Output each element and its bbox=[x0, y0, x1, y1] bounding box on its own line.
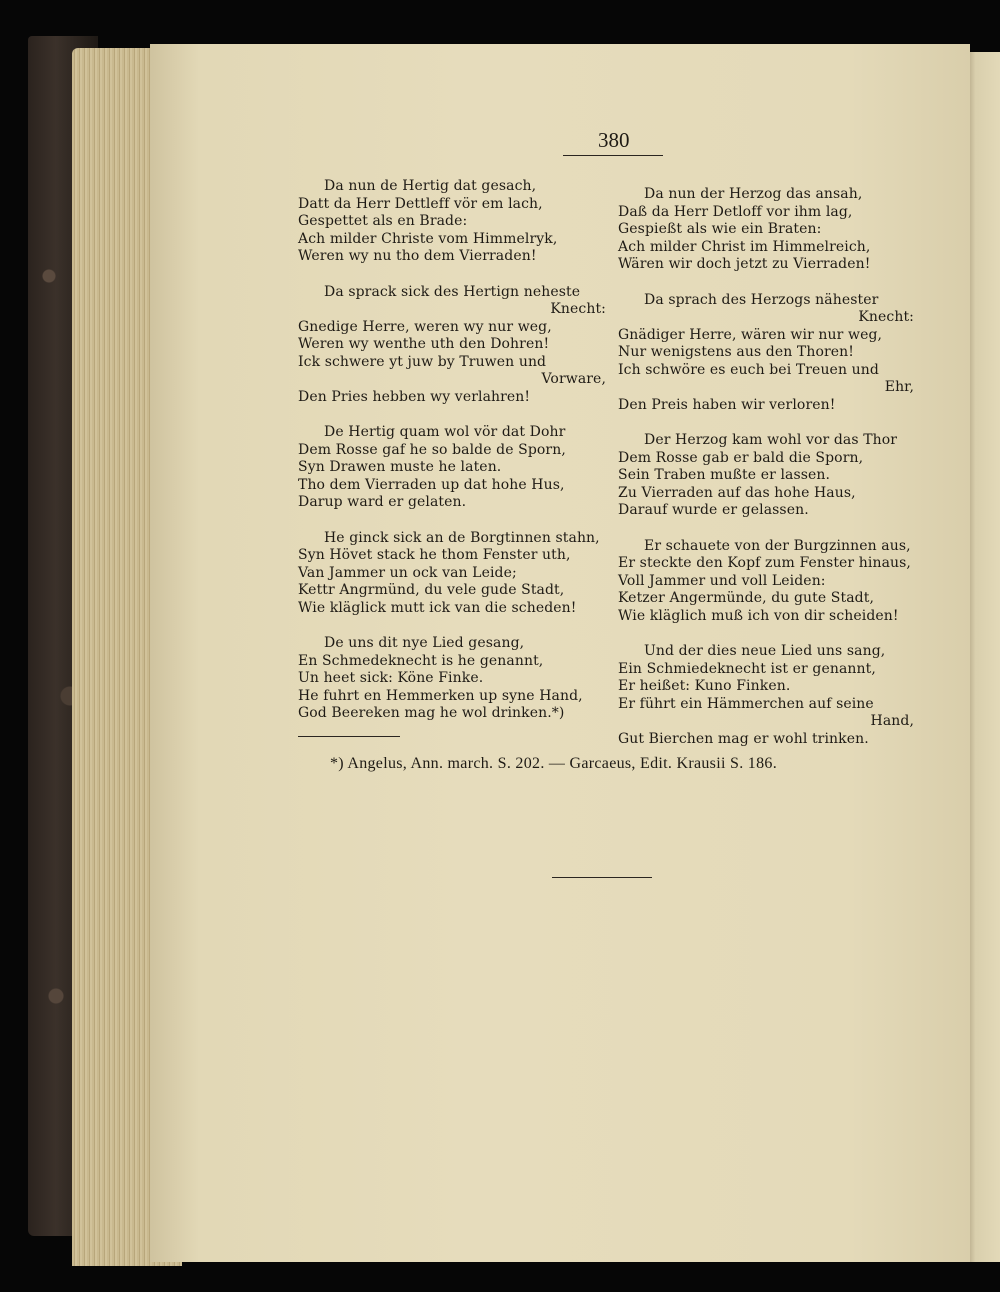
page-number: 380 bbox=[598, 128, 630, 152]
verse-line: Er schauete von der Burgzinnen aus, bbox=[644, 537, 911, 554]
verse-line: Gut Bierchen mag er wohl trinken. bbox=[618, 730, 869, 747]
stanza bbox=[298, 424, 606, 512]
verse-line: Vorware, bbox=[541, 371, 606, 387]
verse-line: Knecht: bbox=[550, 301, 606, 317]
verse-line: Da nun der Herzog das ansah, bbox=[644, 186, 863, 202]
verse-line: Datt da Herr Dettleff vör em lach, bbox=[298, 195, 543, 212]
verse-line: Voll Jammer und voll Leiden: bbox=[618, 572, 826, 589]
verse-line: Darauf wurde er gelassen. bbox=[618, 502, 809, 518]
verse-line: Weren wy nu tho dem Vierraden! bbox=[298, 248, 537, 264]
verse-line: Dem Rosse gaf he so balde de Sporn, bbox=[298, 441, 566, 458]
verse-line: Syn Hövet stack he thom Fenster uth, bbox=[298, 547, 571, 563]
stanza bbox=[298, 635, 606, 723]
verse-line: Da nun de Hertig dat gesach, bbox=[324, 178, 537, 194]
verse-line: Knecht: bbox=[858, 309, 914, 325]
verse-line: Dem Rosse gab er bald die Sporn, bbox=[618, 449, 864, 466]
verse-line: Daß da Herr Detloff vor ihm lag, bbox=[618, 203, 853, 220]
verse-line: Ick schwere yt juw by Truwen und bbox=[298, 353, 547, 370]
verse-line: Un heet sick: Köne Finke. bbox=[298, 670, 484, 686]
verse-line: Ach milder Christe vom Himmelryk, bbox=[298, 230, 558, 247]
stanza bbox=[298, 178, 606, 266]
verse-line: Den Pries hebben wy verlahren! bbox=[298, 388, 531, 405]
verse-line: Ich schwöre es euch bei Treuen und bbox=[618, 361, 879, 378]
verse-line: He ginck sick an de Borgtinnen stahn, bbox=[324, 529, 600, 546]
verse-line: Hand, bbox=[870, 713, 914, 729]
verse-line: Ach milder Christ im Himmelreich, bbox=[618, 238, 871, 255]
verse-line: De Hertig quam wol vör dat Dohr bbox=[324, 424, 566, 440]
verse-line: Der Herzog kam wohl vor das Thor bbox=[644, 432, 898, 448]
stanza bbox=[298, 530, 606, 618]
verse-line: En Schmedeknecht is he genannt, bbox=[298, 652, 544, 669]
verse-line: Kettr Angrmünd, du vele gude Stadt, bbox=[298, 582, 565, 598]
verse-line: Van Jammer un ock van Leide; bbox=[298, 564, 517, 581]
verse-line: Er heißet: Kuno Finken. bbox=[618, 678, 791, 694]
verse-line: Nur wenigstens aus den Thoren! bbox=[618, 344, 854, 360]
verse-line: Gespießt als wie ein Braten: bbox=[618, 221, 822, 237]
verse-line: De uns dit nye Lied gesang, bbox=[324, 635, 525, 651]
left-column-low-german bbox=[298, 178, 606, 741]
verse-line: Sein Traben mußte er lassen. bbox=[618, 467, 831, 483]
stanza bbox=[298, 284, 606, 407]
verse-line: Ein Schmiedeknecht ist er genannt, bbox=[618, 660, 876, 677]
header-rule bbox=[563, 155, 663, 156]
verse-line: Zu Vierraden auf das hohe Haus, bbox=[618, 484, 856, 501]
verse-line: Gnädiger Herre, wären wir nur weg, bbox=[618, 326, 883, 343]
stanza bbox=[618, 643, 914, 748]
verse-line: Da sprach des Herzogs nähester bbox=[644, 291, 879, 308]
right-column-high-german bbox=[618, 186, 914, 766]
verse-line: Den Preis haben wir verloren! bbox=[618, 396, 836, 413]
stanza bbox=[618, 538, 914, 626]
footnote: *) Angelus, Ann. march. S. 202. — Garcaeus, Edit. Krausii S. 186. bbox=[330, 755, 777, 772]
verse-line: Weren wy wenthe uth den Dohren! bbox=[298, 336, 550, 352]
verse-line: Er steckte den Kopf zum Fenster hinaus, bbox=[618, 555, 911, 571]
verse-line: Darup ward er gelaten. bbox=[298, 494, 467, 510]
footnote-rule bbox=[298, 736, 400, 737]
verse-line: Gnedige Herre, weren wy nur weg, bbox=[298, 318, 552, 335]
verse-line: Wie kläglick mutt ick van die scheden! bbox=[298, 599, 577, 616]
verse-line: God Beereken mag he wol drinken.*) bbox=[298, 705, 565, 721]
verse-line: Er führt ein Hämmerchen auf seine bbox=[618, 695, 874, 712]
verse-line: Wären wir doch jetzt zu Vierraden! bbox=[618, 256, 871, 272]
verse-line: Wie kläglich muß ich von dir scheiden! bbox=[618, 607, 899, 624]
verse-line: Ehr, bbox=[884, 379, 914, 395]
verse-line: Tho dem Vierraden up dat hohe Hus, bbox=[298, 476, 565, 493]
verse-line: Da sprack sick des Hertign neheste bbox=[324, 283, 581, 300]
stanza bbox=[618, 186, 914, 274]
stanza bbox=[618, 292, 914, 415]
verse-line: Gespettet als en Brade: bbox=[298, 213, 468, 229]
verse-line: Ketzer Angermünde, du gute Stadt, bbox=[618, 590, 874, 606]
verse-line: Und der dies neue Lied uns sang, bbox=[644, 643, 886, 659]
verse-line: Syn Drawen muste he laten. bbox=[298, 459, 502, 475]
section-end-rule bbox=[552, 877, 652, 878]
verse-line: He fuhrt en Hemmerken up syne Hand, bbox=[298, 687, 583, 704]
stanza bbox=[618, 432, 914, 520]
